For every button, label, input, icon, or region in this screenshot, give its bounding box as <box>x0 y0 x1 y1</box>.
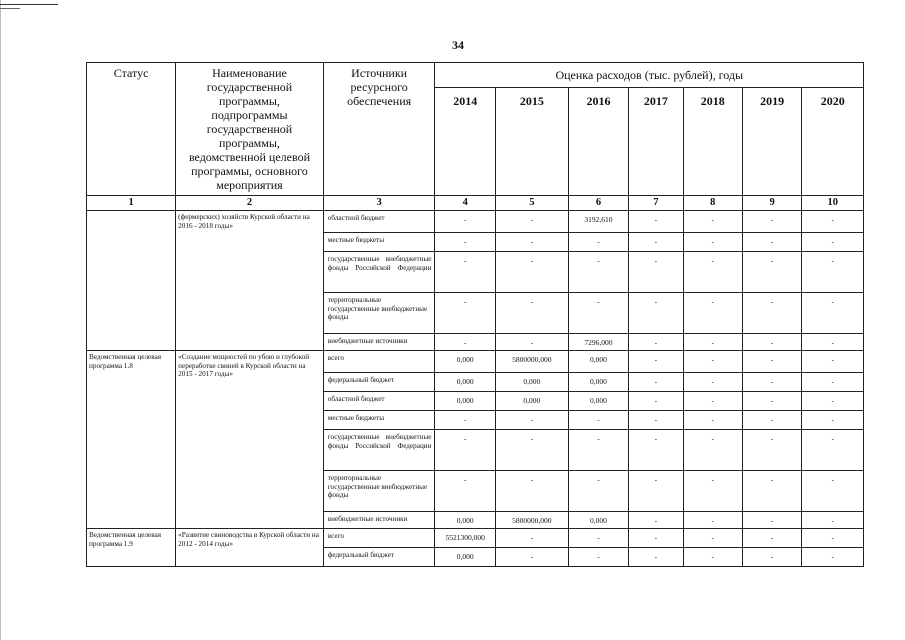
table-row <box>87 529 864 548</box>
value-cell: - <box>683 411 742 430</box>
value-cell: - <box>683 430 742 471</box>
value-cell: - <box>742 512 801 529</box>
header-year: 2018 <box>683 87 742 195</box>
value-cell: - <box>802 392 864 411</box>
value-cell: 0,000 <box>435 392 495 411</box>
column-number: 2 <box>176 196 324 211</box>
value-cell: - <box>742 548 801 567</box>
source-cell: территориальные государственные внебюджетные фонды <box>323 471 435 512</box>
value-cell: - <box>629 334 683 351</box>
header-year: 2016 <box>568 87 628 195</box>
value-cell: - <box>742 233 801 252</box>
value-cell: - <box>629 252 683 293</box>
value-cell: - <box>683 211 742 233</box>
value-cell: - <box>495 529 568 548</box>
value-cell: - <box>802 334 864 351</box>
value-cell: 5800000,000 <box>495 512 568 529</box>
value-cell: - <box>802 233 864 252</box>
value-cell: 0,000 <box>435 351 495 373</box>
value-cell: - <box>629 529 683 548</box>
value-cell: 0,000 <box>495 373 568 392</box>
value-cell: - <box>683 233 742 252</box>
program-name-cell: «Развитие свиноводства в Курской области на 2012 - 2014 годы» <box>176 529 324 567</box>
value-cell: - <box>683 373 742 392</box>
budget-table <box>86 62 864 567</box>
column-number: 7 <box>629 196 683 211</box>
value-cell: - <box>629 233 683 252</box>
header-year: 2014 <box>435 87 495 195</box>
scan-mark <box>0 4 58 5</box>
column-number: 10 <box>802 196 864 211</box>
value-cell: - <box>435 293 495 334</box>
value-cell: - <box>495 334 568 351</box>
value-cell: 3192,610 <box>568 211 628 233</box>
value-cell: - <box>435 334 495 351</box>
value-cell: - <box>629 211 683 233</box>
value-cell: 0,000 <box>495 392 568 411</box>
value-cell: - <box>802 252 864 293</box>
value-cell: - <box>568 252 628 293</box>
header-year: 2019 <box>742 87 801 195</box>
source-cell: государственные внебюджетные фонды Российской Федерации <box>323 430 435 471</box>
column-number-row <box>87 196 864 211</box>
value-cell: - <box>495 211 568 233</box>
table-body <box>87 211 864 567</box>
value-cell: - <box>683 548 742 567</box>
source-cell: областной бюджет <box>323 392 435 411</box>
source-cell: всего <box>323 529 435 548</box>
source-cell: местные бюджеты <box>323 233 435 252</box>
status-cell: Ведомственная целевая программа 1.9 <box>87 529 176 567</box>
value-cell: - <box>683 334 742 351</box>
value-cell: - <box>495 411 568 430</box>
header-estimate: Оценка расходов (тыс. рублей), годы <box>435 63 864 88</box>
value-cell: - <box>629 293 683 334</box>
page-number: 34 <box>452 38 464 52</box>
value-cell: - <box>495 430 568 471</box>
value-cell: - <box>629 471 683 512</box>
value-cell: 0,000 <box>435 548 495 567</box>
value-cell: - <box>802 512 864 529</box>
value-cell: - <box>742 373 801 392</box>
scan-mark <box>0 8 20 9</box>
value-cell: - <box>802 548 864 567</box>
column-number: 6 <box>568 196 628 211</box>
header-sources: Источники ресурсного обеспечения <box>323 63 435 196</box>
source-cell: федеральный бюджет <box>323 548 435 567</box>
header-status: Статус <box>87 63 176 196</box>
value-cell: - <box>742 411 801 430</box>
value-cell: - <box>742 471 801 512</box>
source-cell: областной бюджет <box>323 211 435 233</box>
value-cell: - <box>802 471 864 512</box>
value-cell: - <box>629 351 683 373</box>
table-row <box>87 351 864 373</box>
value-cell: - <box>568 548 628 567</box>
value-cell: - <box>568 411 628 430</box>
value-cell: - <box>495 252 568 293</box>
value-cell: 0,000 <box>568 392 628 411</box>
value-cell: - <box>742 252 801 293</box>
source-cell: федеральный бюджет <box>323 373 435 392</box>
value-cell: - <box>683 512 742 529</box>
value-cell: - <box>495 471 568 512</box>
header-year: 2015 <box>495 87 568 195</box>
value-cell: - <box>495 548 568 567</box>
header-year: 2020 <box>802 87 864 195</box>
table-row <box>87 211 864 233</box>
value-cell: - <box>683 351 742 373</box>
value-cell: - <box>742 430 801 471</box>
value-cell: 0,000 <box>568 373 628 392</box>
value-cell: - <box>629 392 683 411</box>
value-cell: - <box>568 233 628 252</box>
value-cell: - <box>568 529 628 548</box>
value-cell: - <box>435 252 495 293</box>
value-cell: - <box>802 351 864 373</box>
value-cell: 0,000 <box>435 373 495 392</box>
value-cell: - <box>683 392 742 411</box>
header-year: 2017 <box>629 87 683 195</box>
status-cell: Ведомственная целевая программа 1.8 <box>87 351 176 529</box>
value-cell: - <box>629 430 683 471</box>
column-number: 4 <box>435 196 495 211</box>
status-cell <box>87 211 176 351</box>
source-cell: всего <box>323 351 435 373</box>
value-cell: - <box>802 430 864 471</box>
value-cell: - <box>435 471 495 512</box>
scan-edge <box>0 0 1 640</box>
value-cell: - <box>568 293 628 334</box>
value-cell: - <box>802 411 864 430</box>
value-cell: - <box>802 211 864 233</box>
value-cell: - <box>629 548 683 567</box>
value-cell: - <box>802 373 864 392</box>
value-cell: - <box>802 293 864 334</box>
source-cell: внебюджетные источники <box>323 334 435 351</box>
column-number: 1 <box>87 196 176 211</box>
value-cell: - <box>629 512 683 529</box>
value-cell: - <box>683 252 742 293</box>
value-cell: - <box>435 430 495 471</box>
source-cell: государственные внебюджетные фонды Российской Федерации <box>323 252 435 293</box>
value-cell: - <box>495 233 568 252</box>
value-cell: - <box>683 471 742 512</box>
source-cell: территориальные государственные внебюджетные фонды <box>323 293 435 334</box>
value-cell: 5800000,000 <box>495 351 568 373</box>
value-cell: - <box>802 529 864 548</box>
value-cell: - <box>742 351 801 373</box>
value-cell: 0,000 <box>435 512 495 529</box>
column-number: 9 <box>742 196 801 211</box>
value-cell: 0,000 <box>568 351 628 373</box>
value-cell: - <box>742 293 801 334</box>
value-cell: - <box>568 430 628 471</box>
value-cell: - <box>629 373 683 392</box>
source-cell: внебюджетные источники <box>323 512 435 529</box>
column-number: 8 <box>683 196 742 211</box>
column-number: 5 <box>495 196 568 211</box>
program-name-cell: (фермерских) хозяйств Курской области на 2016 - 2018 годы» <box>176 211 324 351</box>
value-cell: - <box>629 411 683 430</box>
value-cell: - <box>683 529 742 548</box>
source-cell: местные бюджеты <box>323 411 435 430</box>
value-cell: 0,000 <box>568 512 628 529</box>
column-number: 3 <box>323 196 435 211</box>
value-cell: - <box>568 471 628 512</box>
program-name-cell: «Создание мощностей по убою и глубокой переработке свиней в Курской области на 2015 - 2017 годы» <box>176 351 324 529</box>
value-cell: - <box>435 233 495 252</box>
value-cell: - <box>683 293 742 334</box>
value-cell: - <box>435 411 495 430</box>
value-cell: - <box>742 334 801 351</box>
value-cell: 7296,000 <box>568 334 628 351</box>
value-cell: - <box>435 211 495 233</box>
header-name: Наименование государственной программы, подпрограммы государственной программы, ведомственной целевой программы, основного мероприятия <box>176 63 324 196</box>
value-cell: - <box>742 529 801 548</box>
value-cell: - <box>742 211 801 233</box>
value-cell: - <box>495 293 568 334</box>
value-cell: 5521300,000 <box>435 529 495 548</box>
value-cell: - <box>742 392 801 411</box>
